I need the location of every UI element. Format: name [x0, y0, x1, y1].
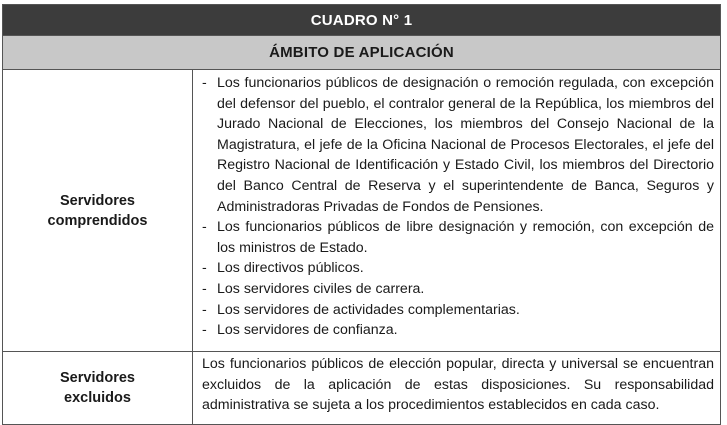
table-title: CUADRO N° 1 [3, 5, 720, 35]
row-label-line: Servidores [60, 370, 135, 386]
dash-bullet: - [202, 322, 207, 339]
table-frame [2, 4, 721, 425]
list-item-text: Los directivos públicos. [217, 260, 364, 277]
row-label-line: excluidos [64, 390, 131, 406]
list-item [202, 258, 714, 279]
row-content-included [193, 70, 720, 351]
row-label-line: Servidores [60, 192, 135, 209]
row-label-included [3, 70, 193, 351]
list-item-text: Los servidores de confianza. [217, 322, 398, 339]
dash-bullet: - [202, 260, 207, 277]
dash-bullet: - [202, 280, 207, 297]
list-item-text: Los funcionarios públicos de libre designación y remoción, con excepción de los ministros de Estado. [217, 219, 714, 256]
list-item [202, 279, 714, 300]
list-item [202, 73, 714, 217]
row-label-excluded [3, 352, 193, 424]
table-subtitle: ÁMBITO DE APLICACIÓN [3, 35, 720, 69]
row-content-excluded: Los funcionarios públicos de elección popular, directa y universal se encuentran excluidos de la aplicación de estas disposiciones. Su responsabilidad administrativa se sujeta a los procedimientos establecidos en cada caso. [202, 356, 714, 414]
included-list [202, 73, 714, 341]
dash-bullet: - [202, 75, 207, 91]
list-item-text: Los servidores civiles de carrera. [217, 280, 425, 297]
list-item [202, 320, 714, 341]
table-row-included [3, 69, 720, 351]
row-label-line: comprendidos [47, 212, 148, 229]
list-item-text: Los funcionarios públicos de designación o remoción regulada, con excepción del defensor del pueblo, el contralor general de la República, los miembros del Jurado Nacional de Elecciones, los miembros del Consejo Nacional de la Magistratura, el jefe de la Oficina Nacional de Procesos Electorales, el jefe del Registro Nacional de Identificación y Estado Civil, los miembros del Directorio del Banco Central de Reserva y el superintendente de Banca, Seguros y Administradoras Privadas de Fondos de Pensiones. [217, 75, 714, 215]
list-item [202, 300, 714, 321]
dash-bullet: - [202, 301, 207, 318]
list-item [202, 217, 714, 258]
list-item-text: Los servidores de actividades complementarias. [217, 301, 520, 318]
table-row-excluded [3, 351, 720, 424]
dash-bullet: - [202, 219, 207, 236]
